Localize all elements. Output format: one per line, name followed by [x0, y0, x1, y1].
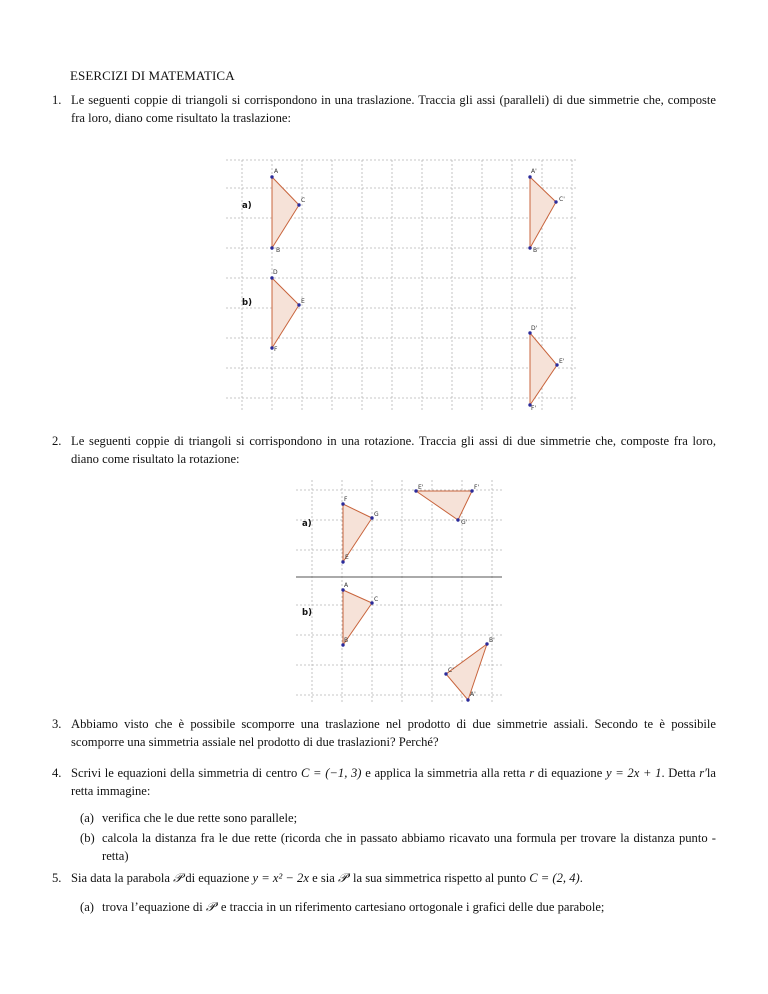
text-part: di equazione [182, 871, 253, 885]
exercise-text [71, 870, 716, 888]
point-d [270, 276, 273, 279]
sub-label: (b) [80, 831, 95, 845]
point-a [270, 175, 273, 178]
figure-rotation [296, 480, 504, 705]
point-label-c-prime: C' [559, 196, 565, 203]
figure-label-b: b) [242, 298, 252, 308]
math-parabola-prime: 𝒫′ [337, 871, 350, 885]
exercise-4-sub-b [80, 830, 716, 865]
figure-translation-svg [226, 160, 578, 415]
exercise-4-sub-a [80, 810, 716, 828]
sub-label: (a) [80, 900, 94, 914]
point-label-a-prime: A' [531, 168, 537, 175]
exercise-number: 3. [52, 717, 62, 731]
exercise-2 [52, 433, 716, 468]
triangle-def-image [530, 333, 557, 405]
math-center: C = (−1, 3) [300, 766, 362, 780]
text-part: e sia [308, 871, 338, 885]
point-label-a: A [274, 168, 279, 175]
exercise-1 [52, 92, 716, 127]
point-label-d: D [273, 269, 278, 276]
math-parabola: 𝒫 [173, 871, 183, 885]
math-parabola-prime: 𝒫′ [205, 900, 218, 914]
sub-text [102, 899, 716, 917]
point-label-a-prime: A' [470, 691, 476, 698]
exercise-number: 1. [52, 93, 62, 107]
point-label-d-prime: D' [531, 325, 538, 332]
sub-text: verifica che le due rette sono parallele; [102, 811, 298, 825]
figure-label-a: a) [242, 201, 252, 211]
math-equation: y = 2x + 1 [605, 766, 662, 780]
point-c-prime [554, 200, 557, 203]
text-part: la sua simmetrica rispetto al punto [349, 871, 530, 885]
point-a-prime [528, 175, 531, 178]
exercise-5-sub-a [80, 899, 716, 917]
point-label-f: F [344, 496, 348, 503]
point-label-f-prime: F' [474, 484, 480, 491]
text-part: e applica la simmetria alla retta [361, 766, 530, 780]
sub-text: calcola la distanza fra le due rette (ricorda che in passato abbiamo ricavato una formula per trovare la distanza punto - retta) [102, 831, 716, 863]
figure-label-b: b) [302, 608, 312, 618]
text-part: Scrivi le equazioni della simmetria di centro [71, 766, 301, 780]
point-a-prime [466, 698, 469, 701]
text-part: e traccia in un riferimento cartesiano ortogonale i grafici delle due parabole; [217, 900, 605, 914]
figure-label-a: a) [302, 519, 312, 529]
text-part: la retta immagine: [71, 766, 716, 798]
point-label-c-prime: C' [448, 667, 454, 674]
text-part: . [579, 871, 583, 885]
point-label-b: B [276, 247, 281, 254]
point-label-f: F [274, 346, 278, 353]
triangle-def [272, 278, 299, 348]
exercise-number: 2. [52, 434, 62, 448]
point-g-prime [456, 518, 459, 521]
figure-translation [226, 160, 578, 415]
point-label-e: E [345, 554, 349, 561]
point-label-g: G [374, 511, 379, 518]
points [270, 175, 558, 406]
point-label-a: A [344, 582, 349, 589]
exercise-text: Le seguenti coppie di triangoli si corrispondono in una rotazione. Traccia gli assi di due simmetrie che, composte fra loro, diano come risultato la rotazione: [71, 434, 716, 466]
exercise-3 [52, 716, 716, 751]
figure-rotation-svg [296, 480, 504, 705]
point-label-f-prime: F' [531, 405, 537, 412]
exercise-number: 5. [52, 871, 62, 885]
text-part: Sia data la parabola [71, 871, 174, 885]
text-part: trova l’equazione di [102, 900, 206, 914]
point-label-b: B [344, 637, 349, 644]
point-label-e: E [301, 298, 305, 305]
point-label-c: C [301, 197, 306, 204]
point-label-e-prime: E' [559, 358, 565, 365]
exercise-5 [52, 870, 716, 888]
page-title: ESERCIZI DI MATEMATICA [70, 68, 235, 83]
point-label-e-prime: E' [418, 484, 424, 491]
point-label-b-prime: B' [533, 247, 539, 254]
triangle-efg-image [416, 491, 472, 520]
math-center: C = (2, 4) [529, 871, 580, 885]
sub-label: (a) [80, 811, 94, 825]
point-label-g-prime: G' [461, 519, 468, 526]
point-label-b-prime: B' [489, 637, 495, 644]
text-part: di equazione [534, 766, 606, 780]
exercise-number: 4. [52, 766, 62, 780]
math-equation: y = x² − 2x [252, 871, 309, 885]
point-label-c: C [374, 596, 379, 603]
point-b-prime [528, 246, 531, 249]
exercise-text: Le seguenti coppie di triangoli si corrispondono in una traslazione. Traccia gli assi (paralleli) di due simmetrie che, composte fra loro, diano come risultato la traslazione: [71, 93, 716, 125]
exercise-text: Abbiamo visto che è possibile scomporre una traslazione nel prodotto di due simmetrie assiali. Secondo te è possibile scomporre una simmetria assiale nel prodotto di due traslazioni? Perché? [71, 717, 716, 749]
math-line-r: r [529, 766, 535, 780]
exercise-4 [52, 765, 716, 800]
exercise-text [71, 765, 716, 800]
text-part: . Detta [661, 766, 700, 780]
math-line-r-prime: r′ [699, 766, 707, 780]
point-b [270, 246, 273, 249]
